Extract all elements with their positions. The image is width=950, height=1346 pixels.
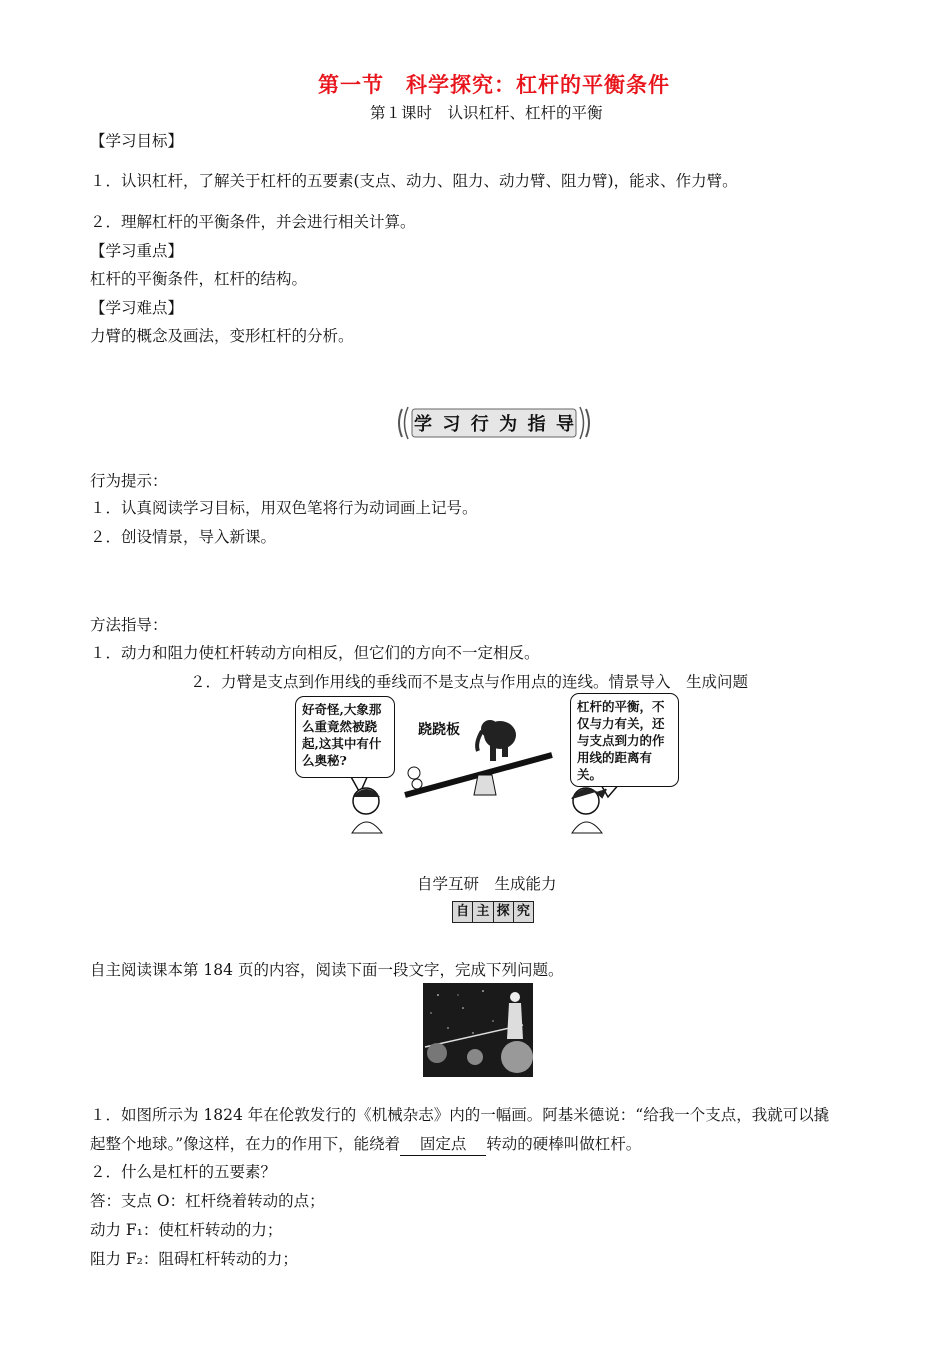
badge-char: 探 bbox=[494, 902, 514, 922]
seesaw-label: 跷跷板 bbox=[418, 722, 460, 738]
question-2: ２．什么是杠杆的五要素？ bbox=[90, 1163, 277, 1181]
banner-char: 指 bbox=[527, 414, 546, 435]
answer-effort: 动力 F₁：使杠杆转动的力； bbox=[90, 1221, 283, 1239]
goal-item-1: １．认识杠杆，了解关于杠杆的五要素(支点、动力、阻力、动力臂、阻力臂)，能求、作力臂。 bbox=[90, 172, 738, 190]
archimedes-picture bbox=[423, 983, 533, 1077]
difficulty-heading: 【学习难点】 bbox=[90, 299, 184, 317]
self-study-badge bbox=[452, 901, 534, 923]
banner-char: 行 bbox=[470, 414, 489, 435]
section-banner bbox=[396, 403, 592, 443]
badge-char: 自 bbox=[453, 902, 473, 922]
right-speech-bubble: 杠杆的平衡，不仅与力有关，还与支点到力的作用线的距离有关。 bbox=[570, 693, 679, 787]
answer-fulcrum: 答：支点 O：杠杆绕着转动的点； bbox=[90, 1192, 325, 1210]
badge-char: 究 bbox=[514, 902, 533, 922]
section2-heading: 自学互研 生成能力 bbox=[417, 875, 557, 893]
difficulty-text: 力臂的概念及画法，变形杠杆的分析。 bbox=[90, 327, 354, 345]
method-item-1: １．动力和阻力使杠杆转动方向相反，但它们的方向不一定相反。 bbox=[90, 644, 540, 662]
key-heading: 【学习重点】 bbox=[90, 242, 184, 260]
behavior-heading: 行为提示： bbox=[90, 472, 168, 490]
badge-char: 主 bbox=[473, 902, 493, 922]
page-title: 第一节 科学探究：杠杆的平衡条件 bbox=[318, 72, 670, 97]
banner-char: 学 bbox=[414, 414, 432, 435]
answer-resistance: 阻力 F₂：阻碍杠杆转动的力； bbox=[90, 1250, 298, 1268]
banner-char: 导 bbox=[555, 414, 574, 435]
question-1-line-1: １．如图所示为 1824 年在伦敦发行的《机械杂志》内的一幅画。阿基米德说：“给我一个支点，我就可以撬 bbox=[90, 1106, 830, 1124]
seesaw-cartoon bbox=[290, 693, 680, 845]
banner-char: 为 bbox=[499, 414, 518, 435]
behavior-item-2: ２．创设情景，导入新课。 bbox=[90, 528, 277, 546]
question-1-text-b: 转动的硬棒叫做杠杆。 bbox=[486, 1135, 642, 1153]
goal-item-2: ２．理解杠杆的平衡条件，并会进行相关计算。 bbox=[90, 213, 416, 231]
question-1-line-2 bbox=[90, 1133, 641, 1156]
reading-instruction: 自主阅读课本第 184 页的内容，阅读下面一段文字，完成下列问题。 bbox=[90, 961, 564, 979]
goals-heading: 【学习目标】 bbox=[90, 132, 184, 150]
method-item-2: ２．力臂是支点到作用线的垂线而不是支点与作用点的连线。情景导入 生成问题 bbox=[190, 673, 749, 691]
behavior-item-1: １．认真阅读学习目标，用双色笔将行为动词画上记号。 bbox=[90, 499, 478, 517]
left-speech-bubble: 好奇怪,大象那么重竟然被跷起,这其中有什么奥秘? bbox=[295, 696, 395, 778]
page-subtitle: 第１课时 认识杠杆、杠杆的平衡 bbox=[370, 104, 603, 122]
method-heading: 方法指导： bbox=[90, 616, 168, 634]
key-text: 杠杆的平衡条件，杠杆的结构。 bbox=[90, 270, 308, 288]
answer-blank: 固定点 bbox=[400, 1133, 486, 1156]
archimedes-drawing bbox=[423, 983, 533, 1077]
question-1-text-a: 起整个地球。”像这样，在力的作用下，能绕着 bbox=[90, 1135, 401, 1153]
banner-char: 习 bbox=[442, 414, 461, 435]
